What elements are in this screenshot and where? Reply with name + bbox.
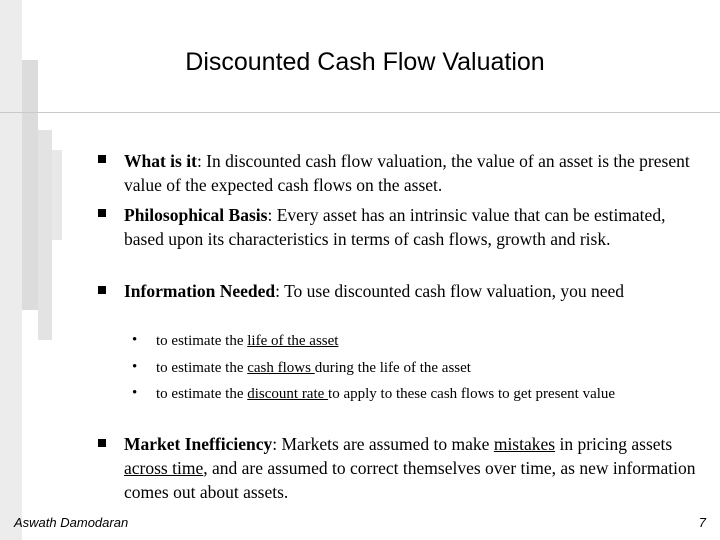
list-item (124, 279, 699, 303)
bullet-text: : Every asset has an intrinsic value that can be estimated, based upon its characteristics in terms of cash flows, growth and risk. (124, 205, 666, 249)
sub-list-item (156, 358, 696, 378)
dot-bullet-icon: • (132, 332, 138, 348)
sub-text: to apply to these cash flows to get present value (328, 386, 616, 402)
square-bullet-icon (98, 286, 106, 294)
list-item (124, 149, 699, 197)
bullet-text: in pricing assets (555, 434, 673, 454)
bullet-term: Market Inefficiency (124, 434, 273, 454)
underlined-text: across time (124, 458, 204, 478)
bullet-text: : In discounted cash flow valuation, the value of an asset is the present value of the expected cash flows on the asset. (124, 151, 690, 195)
footer-author: Aswath Damodaran (14, 515, 129, 530)
dot-bullet-icon: • (132, 385, 138, 401)
bullet-term: Information Needed (124, 281, 276, 301)
square-bullet-icon (98, 209, 106, 217)
sub-text: to estimate the (156, 360, 248, 376)
bullet-term: What is it (124, 151, 197, 171)
underlined-text: cash flows (247, 360, 315, 376)
sub-text: to estimate the (156, 333, 248, 349)
decorative-bar (38, 130, 52, 340)
underlined-text: mistakes (493, 434, 556, 454)
bullet-text: , and are assumed to correct themselves over time, as new information comes out about assets. (124, 458, 696, 502)
sub-text: during the life of the asset (314, 360, 471, 376)
underlined-text: discount rate (247, 386, 329, 402)
decorative-bar (0, 0, 22, 540)
slide-title: Discounted Cash Flow Valuation (185, 48, 545, 76)
sub-list-item (156, 384, 696, 404)
sub-list-item (156, 331, 696, 351)
square-bullet-icon (98, 439, 106, 447)
decorative-bar (22, 60, 38, 310)
page-number: 7 (698, 515, 706, 530)
dot-bullet-icon: • (132, 359, 138, 375)
bullet-term: Philosophical Basis (124, 205, 268, 225)
underlined-text: life of the asset (247, 333, 339, 349)
list-item (124, 432, 699, 504)
bullet-text: : Markets are assumed to make (272, 434, 494, 454)
bullet-text: : To use discounted cash flow valuation, you need (275, 281, 625, 301)
decorative-bar (52, 150, 62, 240)
square-bullet-icon (98, 155, 106, 163)
list-item (124, 203, 699, 251)
title-divider (0, 112, 720, 113)
sub-text: to estimate the (156, 386, 248, 402)
